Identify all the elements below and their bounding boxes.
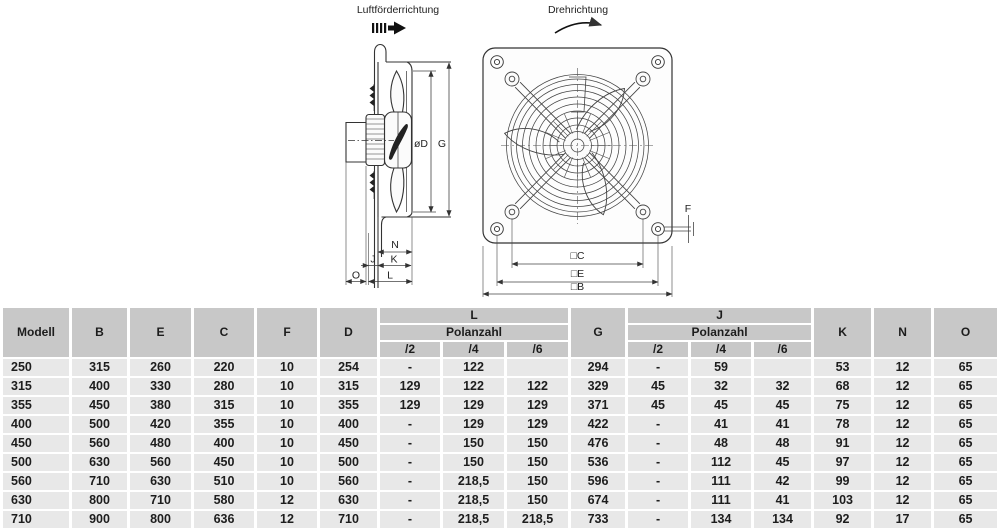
table-cell: 65 [934, 454, 997, 471]
table-cell: 10 [257, 416, 317, 433]
table-cell: 380 [130, 397, 191, 414]
table-cell: 48 [691, 435, 751, 452]
table-row [3, 473, 997, 490]
table-cell: 10 [257, 435, 317, 452]
pole-header-l4: /4 [443, 342, 504, 357]
table-cell: 450 [72, 397, 127, 414]
table-cell: - [628, 416, 688, 433]
pole-header-j6: /6 [754, 342, 811, 357]
col-header-b: B [72, 308, 127, 357]
table-cell: 10 [257, 454, 317, 471]
dim-label-n: N [391, 239, 399, 251]
table-cell: 218,5 [443, 511, 504, 528]
table-cell: 630 [72, 454, 127, 471]
table-cell: 900 [72, 511, 127, 528]
table-cell: 400 [3, 416, 69, 433]
table-cell: 45 [628, 378, 688, 395]
dim-label-g: G [437, 138, 446, 150]
table-cell: 218,5 [443, 492, 504, 509]
table-cell: - [380, 454, 440, 471]
table-cell: 630 [130, 473, 191, 490]
dimensions-table [0, 306, 1000, 530]
table-cell: - [380, 511, 440, 528]
side-view-drawing [328, 0, 468, 300]
table-cell: 710 [72, 473, 127, 490]
table-cell: 12 [874, 416, 931, 433]
table-cell: 476 [571, 435, 625, 452]
table-cell: - [380, 416, 440, 433]
table-row [3, 359, 997, 376]
col-header-n: N [874, 308, 931, 357]
table-cell: 710 [320, 511, 377, 528]
table-cell: 12 [874, 435, 931, 452]
table-cell: 400 [72, 378, 127, 395]
col-header-d: D [320, 308, 377, 357]
table-cell: 129 [380, 397, 440, 414]
table-cell: 78 [814, 416, 871, 433]
table-cell [754, 359, 811, 376]
table-cell: 420 [130, 416, 191, 433]
table-cell: 150 [507, 492, 568, 509]
table-cell: 315 [194, 397, 254, 414]
table-cell: 400 [194, 435, 254, 452]
col-header-modell: Modell [3, 308, 69, 357]
table-cell: 150 [443, 435, 504, 452]
table-cell: 12 [874, 378, 931, 395]
table-cell: 480 [130, 435, 191, 452]
table-cell: 510 [194, 473, 254, 490]
table-cell: 129 [443, 416, 504, 433]
table-cell: 111 [691, 473, 751, 490]
table-cell: 315 [3, 378, 69, 395]
table-cell: 500 [72, 416, 127, 433]
airflow-arrow-icon [372, 22, 406, 35]
dim-label-f: F [684, 203, 692, 215]
table-cell: 65 [934, 511, 997, 528]
table-row [3, 397, 997, 414]
table-cell: - [380, 435, 440, 452]
dim-label-o: O [351, 269, 361, 282]
table-cell: - [628, 435, 688, 452]
table-cell: 218,5 [443, 473, 504, 490]
table-row [3, 416, 997, 433]
table-cell: 12 [257, 492, 317, 509]
table-cell: 636 [194, 511, 254, 528]
table-cell: 733 [571, 511, 625, 528]
col-header-o: O [934, 308, 997, 357]
table-cell: 103 [814, 492, 871, 509]
table-cell: 630 [320, 492, 377, 509]
table-cell: 355 [194, 416, 254, 433]
table-cell: 10 [257, 359, 317, 376]
pole-header-l2: /2 [380, 342, 440, 357]
table-cell: 150 [507, 435, 568, 452]
table-cell: 260 [130, 359, 191, 376]
polanzahl-header-l: Polanzahl [380, 325, 568, 340]
table-row [3, 454, 997, 471]
table-cell: 41 [754, 416, 811, 433]
table-cell: 65 [934, 416, 997, 433]
table-cell: 12 [257, 511, 317, 528]
table-cell: 65 [934, 435, 997, 452]
dim-label-c: □C [570, 250, 585, 262]
table-cell: 12 [874, 454, 931, 471]
pole-header-j2: /2 [628, 342, 688, 357]
table-cell: - [628, 454, 688, 471]
table-cell: 112 [691, 454, 751, 471]
table-cell: 10 [257, 378, 317, 395]
col-group-j: J [628, 308, 811, 323]
table-cell: 59 [691, 359, 751, 376]
table-cell: 12 [874, 473, 931, 490]
table-cell: 250 [3, 359, 69, 376]
table-cell: 134 [691, 511, 751, 528]
table-cell: 355 [320, 397, 377, 414]
table-row [3, 492, 997, 509]
table-cell: 42 [754, 473, 811, 490]
table-cell: - [380, 492, 440, 509]
polanzahl-header-j: Polanzahl [628, 325, 811, 340]
table-cell: 41 [754, 492, 811, 509]
table-cell: 450 [320, 435, 377, 452]
col-header-c: C [194, 308, 254, 357]
table-row [3, 511, 997, 528]
table-cell: 45 [691, 397, 751, 414]
table-cell: 129 [443, 397, 504, 414]
table-cell: 32 [691, 378, 751, 395]
table-cell: 500 [320, 454, 377, 471]
table-cell: 129 [507, 397, 568, 414]
rotation-direction-label: Drehrichtung [547, 4, 609, 16]
table-cell: 536 [571, 454, 625, 471]
table-cell: 65 [934, 492, 997, 509]
table-cell: 800 [130, 511, 191, 528]
table-cell: 75 [814, 397, 871, 414]
table-cell: 254 [320, 359, 377, 376]
table-cell: 45 [628, 397, 688, 414]
table-row [3, 435, 997, 452]
table-cell: 129 [380, 378, 440, 395]
dim-label-k: K [390, 253, 398, 266]
dim-label-l: L [387, 269, 393, 282]
table-cell: 122 [443, 359, 504, 376]
table-cell: 580 [194, 492, 254, 509]
table-cell: 450 [3, 435, 69, 452]
table-cell: 560 [3, 473, 69, 490]
table-cell: 122 [507, 378, 568, 395]
table-cell: 65 [934, 473, 997, 490]
table-cell: 710 [3, 511, 69, 528]
table-cell: 12 [874, 397, 931, 414]
table-body [3, 359, 997, 528]
table-cell: 329 [571, 378, 625, 395]
dim-label-e: □E [570, 268, 585, 280]
table-cell: 99 [814, 473, 871, 490]
table-cell: 41 [691, 416, 751, 433]
dim-label-b: □B [570, 281, 585, 293]
table-cell: 12 [874, 492, 931, 509]
table-cell: 45 [754, 454, 811, 471]
table-cell: 150 [443, 454, 504, 471]
table-cell: 150 [507, 454, 568, 471]
table-cell: 48 [754, 435, 811, 452]
table-cell: 134 [754, 511, 811, 528]
table-cell: 560 [72, 435, 127, 452]
table-cell: 371 [571, 397, 625, 414]
col-group-l: L [380, 308, 568, 323]
table-cell: 45 [754, 397, 811, 414]
table-cell: - [628, 473, 688, 490]
table-cell: 150 [507, 473, 568, 490]
table-cell: 294 [571, 359, 625, 376]
table-cell: 630 [3, 492, 69, 509]
table-cell: 500 [3, 454, 69, 471]
table-cell: 53 [814, 359, 871, 376]
table-cell: 400 [320, 416, 377, 433]
table-cell: 10 [257, 473, 317, 490]
table-cell: 315 [72, 359, 127, 376]
table-cell: 12 [874, 359, 931, 376]
table-cell: 315 [320, 378, 377, 395]
table-cell: 92 [814, 511, 871, 528]
airflow-direction-label: Luftförderrichtung [356, 4, 440, 16]
table-cell: 17 [874, 511, 931, 528]
table-cell: 68 [814, 378, 871, 395]
table-cell: 91 [814, 435, 871, 452]
table-cell: 280 [194, 378, 254, 395]
table-cell: - [380, 359, 440, 376]
table-cell: 10 [257, 397, 317, 414]
table-cell: 560 [320, 473, 377, 490]
table-cell [507, 359, 568, 376]
front-view-drawing [472, 0, 702, 300]
table-cell: 122 [443, 378, 504, 395]
pole-header-l6: /6 [507, 342, 568, 357]
table-cell: 560 [130, 454, 191, 471]
table-cell: 422 [571, 416, 625, 433]
table-cell: 450 [194, 454, 254, 471]
table-row [3, 378, 997, 395]
table-cell: 65 [934, 378, 997, 395]
table-cell: 220 [194, 359, 254, 376]
col-header-g: G [571, 308, 625, 357]
table-cell: 97 [814, 454, 871, 471]
table-cell: 65 [934, 397, 997, 414]
col-header-e: E [130, 308, 191, 357]
table-cell: - [628, 511, 688, 528]
table-cell: 800 [72, 492, 127, 509]
rotation-arrow-icon [555, 23, 601, 33]
table-cell: 355 [3, 397, 69, 414]
table-cell: 129 [507, 416, 568, 433]
dim-label-j: J [370, 253, 376, 266]
table-cell: 330 [130, 378, 191, 395]
table-cell: 111 [691, 492, 751, 509]
pole-header-j4: /4 [691, 342, 751, 357]
dim-label-d: øD [414, 138, 428, 150]
table-cell: 674 [571, 492, 625, 509]
table-cell: 710 [130, 492, 191, 509]
table-cell: 65 [934, 359, 997, 376]
table-cell: 32 [754, 378, 811, 395]
table-cell: 218,5 [507, 511, 568, 528]
table-cell: 596 [571, 473, 625, 490]
table-cell: - [380, 473, 440, 490]
col-header-f: F [257, 308, 317, 357]
table-cell: - [628, 359, 688, 376]
col-header-k: K [814, 308, 871, 357]
table-cell: - [628, 492, 688, 509]
fan-side-outline [346, 45, 451, 289]
table-header [3, 308, 997, 357]
